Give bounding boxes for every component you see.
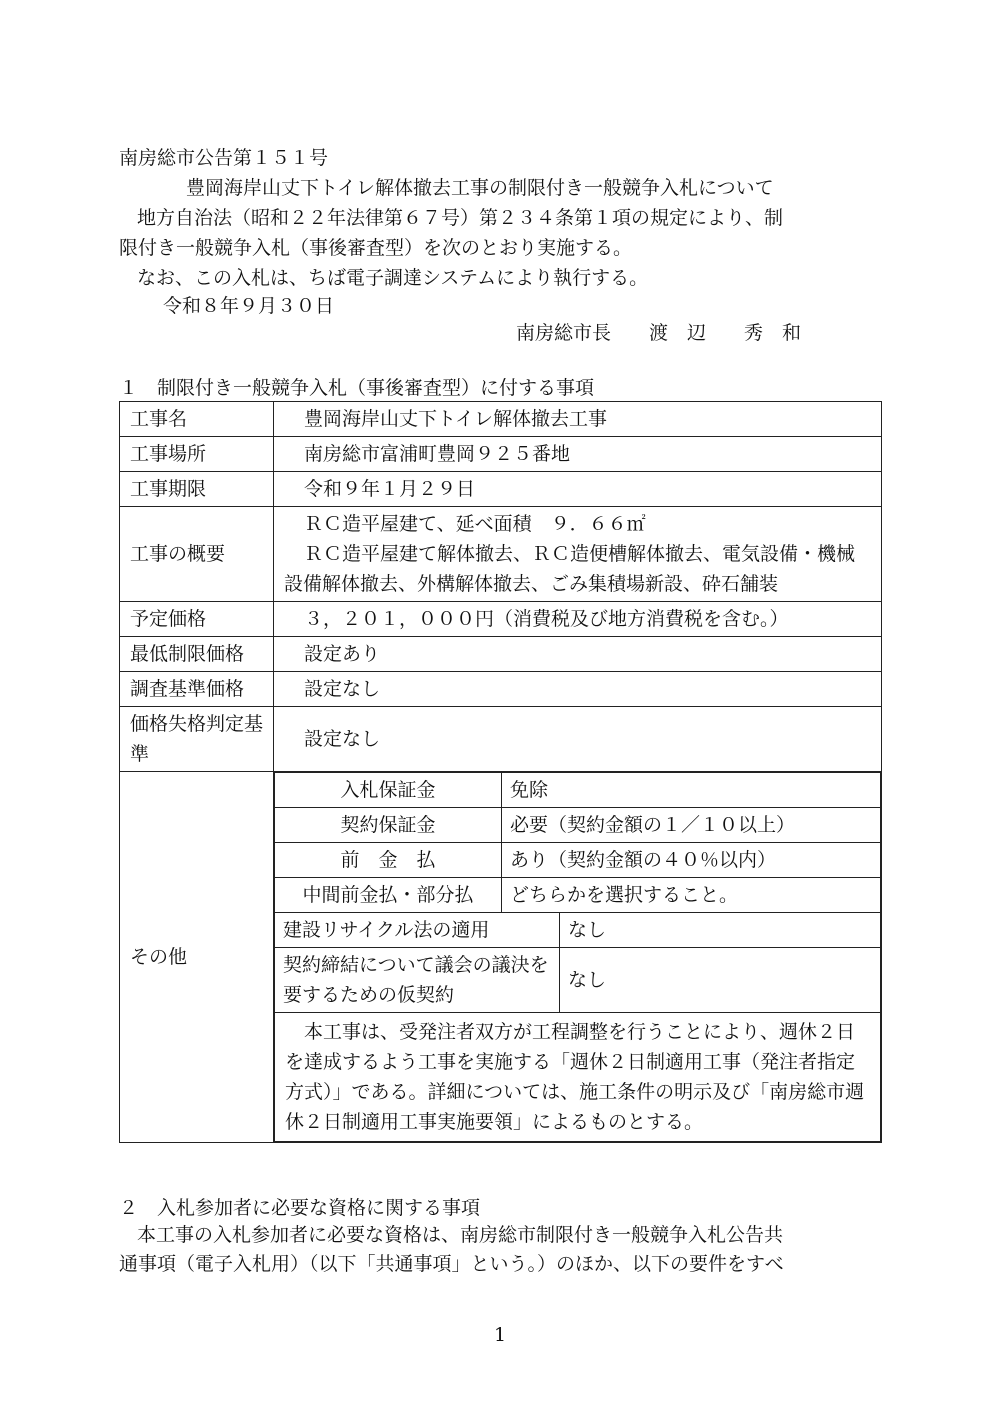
item-label: 入札保証金	[275, 773, 502, 808]
item-value: 免除	[502, 773, 881, 808]
row-value: 令和９年１月２９日	[274, 472, 882, 507]
row-value: 設定あり	[274, 637, 882, 672]
document-title: 豊岡海岸山丈下トイレ解体撤去工事の制限付き一般競争入札について	[186, 177, 774, 199]
row-label: 調査基準価格	[120, 672, 274, 707]
table-row	[275, 773, 881, 808]
table-row	[120, 437, 882, 472]
notice-date: 令和８年９月３０日	[163, 295, 335, 317]
row-value: 設定なし	[274, 672, 882, 707]
bid-details-table	[119, 401, 882, 1143]
table-row	[120, 707, 882, 772]
row-value	[274, 507, 882, 602]
row-value: 設定なし	[274, 707, 882, 772]
overview-line-2: ＲＣ造平屋建て解体撤去、ＲＣ造便槽解体撤去、電気設備・機械設備解体撤去、外構解体撤去、ごみ集積場新設、砕石舗装	[284, 543, 856, 595]
table-row	[120, 402, 882, 437]
section1-heading: １ 制限付き一般競争入札（事後審査型）に付する事項	[119, 377, 595, 399]
notice-number: 南房総市公告第１５１号	[119, 147, 329, 169]
row-value: 南房総市富浦町豊岡９２５番地	[274, 437, 882, 472]
section2-line-1: 本工事の入札参加者に必要な資格は、南房総市制限付き一般競争入札公告共	[137, 1224, 784, 1246]
table-row	[120, 672, 882, 707]
row-label: 最低制限価格	[120, 637, 274, 672]
row-label: 工事の概要	[120, 507, 274, 602]
row-value: 豊岡海岸山丈下トイレ解体撤去工事	[274, 402, 882, 437]
row-label: その他	[120, 772, 274, 1143]
table-row	[275, 948, 881, 1013]
page-number: 1	[494, 1324, 507, 1346]
issuer-name: 南房総市長 渡 辺 秀 和	[516, 322, 802, 344]
item-value: どちらかを選択すること。	[502, 878, 881, 913]
contract-table	[274, 912, 881, 1142]
item-value: なし	[560, 913, 881, 948]
section2-line-2: 通事項（電子入札用）（以下「共通事項」という。）のほか、以下の要件をすべ	[119, 1253, 784, 1275]
other-details	[274, 772, 882, 1143]
table-row	[275, 913, 881, 948]
table-row-other	[120, 772, 882, 1143]
item-value: なし	[560, 948, 881, 1013]
table-row	[120, 602, 882, 637]
overview-line-1: ＲＣ造平屋建て、延べ面積 ９．６６㎡	[304, 513, 646, 535]
item-value: あり（契約金額の４０％以内）	[502, 843, 881, 878]
table-row	[120, 637, 882, 672]
item-value: 必要（契約金額の１／１０以上）	[502, 808, 881, 843]
item-label: 前 金 払	[275, 843, 502, 878]
table-row	[275, 843, 881, 878]
row-label: 価格失格判定基準	[120, 707, 274, 772]
table-row	[275, 808, 881, 843]
row-label: 工事期限	[120, 472, 274, 507]
table-row	[120, 472, 882, 507]
intro-line-2: 限付き一般競争入札（事後審査型）を次のとおり実施する。	[119, 237, 633, 259]
item-label: 契約保証金	[275, 808, 502, 843]
holiday-note: 本工事は、受発注者双方が工程調整を行うことにより、週休２日を達成するよう工事を実施する「週休２日制適用工事（発注者指定方式）」である。詳細については、施工条件の明示及び「南房総市週休２日制適用工事実施要領」によるものとする。	[275, 1013, 881, 1142]
table-row	[275, 878, 881, 913]
table-row	[275, 1013, 881, 1142]
item-label: 契約締結について議会の議決を要するための仮契約	[275, 948, 560, 1013]
section2-heading: ２ 入札参加者に必要な資格に関する事項	[119, 1197, 481, 1219]
item-label: 建設リサイクル法の適用	[275, 913, 560, 948]
row-label: 工事名	[120, 402, 274, 437]
item-label: 中間前金払・部分払	[275, 878, 502, 913]
intro-line-3: なお、この入札は、ちば電子調達システムにより執行する。	[137, 267, 649, 289]
guarantee-table	[274, 772, 881, 913]
row-label: 予定価格	[120, 602, 274, 637]
row-label: 工事場所	[120, 437, 274, 472]
table-row	[120, 507, 882, 602]
intro-line-1: 地方自治法（昭和２２年法律第６７号）第２３４条第１項の規定により、制	[137, 207, 784, 229]
row-value: ３，２０１，０００円（消費税及び地方消費税を含む。）	[274, 602, 882, 637]
